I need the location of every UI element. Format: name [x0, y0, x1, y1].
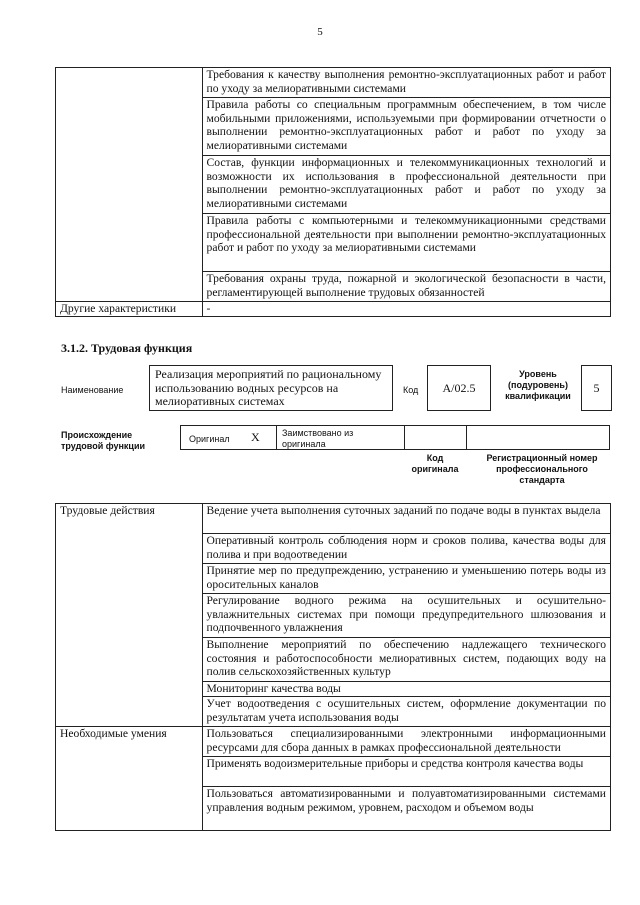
other-characteristics-label: Другие характеристики [56, 302, 203, 317]
table-row: Пользоваться специализированными электронными информационными ресурсами для сбора данных в рамках профессиональной деятельности [202, 727, 610, 757]
table-row: Правила работы со специальным программным обеспечением, в том числе мобильными приложениями, используемыми при формировании отчетности о выполнении ремонтно-эксплуатационных работ и работ по уходу за мелиоративными системами [202, 98, 610, 156]
other-characteristics-value: - [202, 302, 610, 317]
original-mark: X [251, 430, 260, 444]
name-label: Наименование [61, 385, 124, 395]
code-value: А/02.5 [442, 381, 476, 395]
table-row: Правила работы с компьютерными и телекоммуникационными средствами профессиональной деятельности при выполнении ремонтно-эксплуатационных работ и работ по уходу за мелиоративными системами [202, 214, 610, 272]
divider [466, 426, 467, 449]
table-row: Применять водоизмерительные приборы и средства контроля качества воды [202, 757, 610, 787]
skills-label: Необходимые умения [56, 727, 203, 831]
origin-label: Происхождение трудовой функции [61, 430, 146, 451]
origin-row [180, 425, 610, 450]
function-name-box [149, 365, 393, 411]
original-label: Оригинал [189, 434, 230, 444]
table-row: Требования охраны труда, пожарной и экологической безопасности в части, регламентирующей выполнение трудовых обязанностей [202, 272, 610, 302]
table-row: Учет водоотведения с осушительных систем, оформление документации по результатам учета использования воды [202, 697, 610, 727]
table-row: Выполнение мероприятий по обеспечению надлежащего технического состояния и работоспособности мелиоративных систем, подающих воду на полив сельскохозяйственных культур [202, 638, 610, 682]
table-row: Состав, функции информационных и телекоммуникационных технологий и возможности их использования в профессиональной деятельности при выполнении ремонтно-эксплуатационных работ и работ по уходу за мелиоративными системами [202, 156, 610, 214]
table-row: Принятие мер по предупреждению, устранению и уменьшению потерь воды из оросительных каналов [202, 564, 610, 594]
table-row: Пользоваться автоматизированными и полуавтоматизированными системами управления водным режимом, уровнем, расходом и объемом воды [202, 787, 610, 831]
divider [276, 426, 277, 449]
actions-label: Трудовые действия [56, 504, 203, 727]
knowledge-table [55, 67, 611, 317]
divider [404, 426, 405, 449]
code-label: Код [403, 385, 419, 395]
table-row: Ведение учета выполнения суточных заданий по подаче воды в пунктах выдела [202, 504, 610, 534]
table-left-cell [56, 68, 203, 302]
level-box [581, 365, 612, 411]
table-row: Регулирование водного режима на осушительных и осушительно-увлажнительных системах при помощи предупредительного шлюзования и подпочвенного увлажнения [202, 594, 610, 638]
level-label: Уровень (подуровень) квалификации [505, 369, 571, 401]
borrowed-label: Заимствовано из оригинала [282, 428, 354, 449]
actions-table [55, 503, 611, 831]
table-row: Требования к качеству выполнения ремонтно-эксплуатационных работ и работ по уходу за мелиоративными системами [202, 68, 610, 98]
code-box [427, 365, 491, 411]
table-row: Мониторинг качества воды [202, 682, 610, 697]
page-number: 5 [317, 26, 323, 38]
function-name-value: Реализация мероприятий по рациональному использованию водных ресурсов на мелиоративных системах [155, 367, 382, 408]
table-row: Оперативный контроль соблюдения норм и сроков полива, качества воды для полива и при водоотведении [202, 534, 610, 564]
reg-caption: Регистрационный номер профессионального стандарта [486, 453, 598, 485]
section-title: 3.1.2. Трудовая функция [61, 341, 193, 355]
level-value: 5 [593, 381, 600, 395]
code-caption: Код оригинала [411, 453, 459, 474]
